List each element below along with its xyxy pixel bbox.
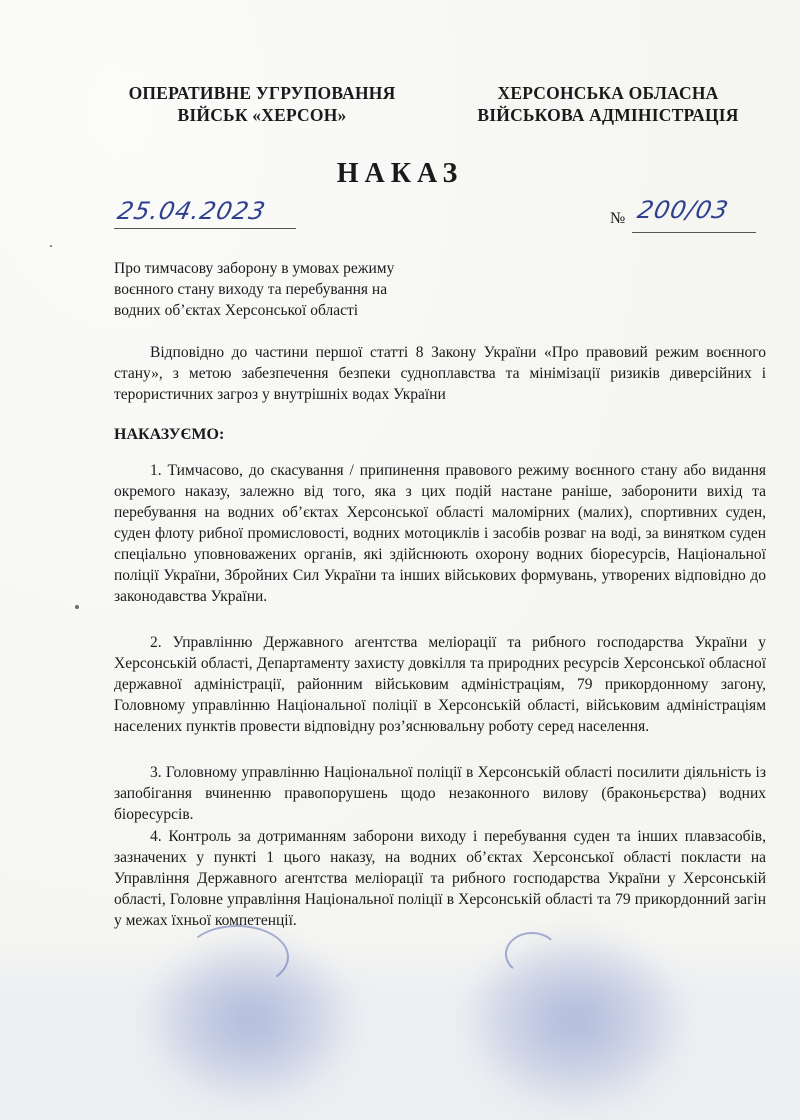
order-heading: НАКАЗУЄМО: <box>114 426 225 443</box>
order-item-1: 1. Тимчасово, до скасування / припинення правового режиму воєнного стану або видання окремого наказу, залежно від того, яка з цих подій настане раніше, заборонити вихід та перебування на водних об’єктах Херсонської області маломірних (малих), спортивних суден, суден флоту рибної промисловості, водних мотоциклів і засобів розваг на воді, за винятком суден спеціально уповноважених органів, які здійснюють охорону водних біоресурсів, Національної поліції України, Збройних Сил України та інших військових формувань, утворених відповідно до законодавства України. <box>114 462 766 605</box>
date-underline <box>114 228 296 229</box>
header-right-line-1: ХЕРСОНСЬКА ОБЛАСНА <box>497 83 719 103</box>
number-sign: № <box>610 210 626 227</box>
stamp-edge-right <box>505 932 559 976</box>
preamble-paragraph: Відповідно до частини першої статті 8 Закону України «Про правовий режим воєнного стану», з метою забезпечення безпеки судноплавства та мінімізації ризиків диверсійних і терористичних загроз у внутрішніх водах України <box>114 344 766 403</box>
order-subject <box>114 258 454 321</box>
stamp-edge-left <box>185 925 289 989</box>
subject-line-2: воєнного стану виходу та перебування на <box>114 281 388 298</box>
document-title: НАКАЗ <box>336 158 464 189</box>
redacted-signature-area <box>0 940 800 1120</box>
paper-speck <box>75 605 79 609</box>
subject-line-3: водних об’єктах Херсонської області <box>114 302 359 319</box>
paper-speck <box>50 245 52 247</box>
order-item-2: 2. Управлінню Державного агентства меліорації та рибного господарства України у Херсонській області, Департаменту захисту довкілля та природних ресурсів Херсонської обласної державної адміністрації, районним військовим адміністраціям, 79 прикордонному загону, Головному управлінню Національної поліції в Херсонській області, військовим адміністраціям населених пунктів провести відповідну роз’яснювальну роботу серед населення. <box>114 634 766 735</box>
handwritten-date: 25.04.2023 <box>115 197 269 225</box>
subject-line-1: Про тимчасову заборону в умовах режиму <box>114 260 395 277</box>
header-right-line-2: ВІЙСЬКОВА АДМІНІСТРАЦІЯ <box>477 105 739 125</box>
handwritten-number: 200/03 <box>635 196 732 224</box>
number-underline <box>632 232 756 233</box>
header-right-organization <box>448 82 768 126</box>
order-item-4: 4. Контроль за дотриманням заборони виходу і перебування суден та інших плавзасобів, зазначених у пункті 1 цього наказу, на водних об’єктах Херсонської області покласти на Управління Державного агентства меліорації та рибного господарства України у Херсонській області, Головне управління Національної поліції в Херсонській області та 79 прикордонний загін у межах їхньої компетенції. <box>114 828 766 929</box>
header-left-line-1: ОПЕРАТИВНЕ УГРУПОВАННЯ <box>128 83 396 103</box>
order-item-3: 3. Головному управлінню Національної поліції в Херсонській області посилити діяльність із запобігання вчиненню правопорушень щодо незаконного вилову (браконьєрства) водних біоресурсів. <box>114 764 766 823</box>
header-left-organization <box>112 82 412 126</box>
blurred-stamp-right <box>470 935 680 1105</box>
header-left-line-2: ВІЙСЬК «ХЕРСОН» <box>177 105 347 125</box>
